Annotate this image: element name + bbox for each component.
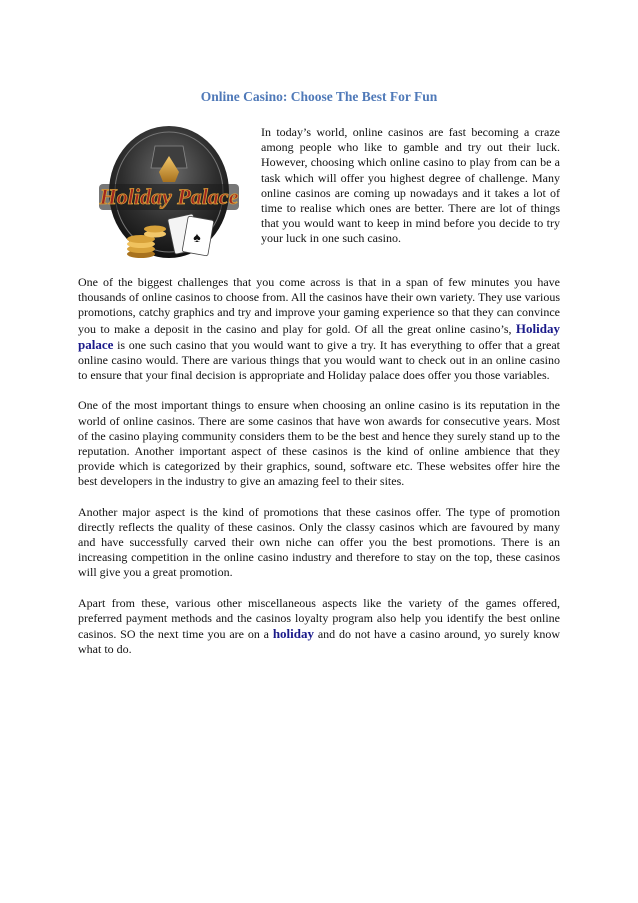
article-body bbox=[78, 275, 560, 672]
svg-text:♠: ♠ bbox=[193, 231, 201, 246]
holiday-palace-logo bbox=[93, 124, 243, 266]
paragraph-2: One of the most important things to ensure when choosing an online casino is its reputation in the world of online casinos. There are some casinos that have won awards for consecutive years. Most of the casino playing community considers them to be the best and hence they surely stand up to the reputation. Another important aspect of these casinos is the kind of online ambience that they provide which is categorized by their graphics, sound, software etc. These websites offer hire the best developers in the industry to give an amazing feel to their sites. bbox=[78, 398, 560, 489]
paragraph-4: Apart from these, various other miscellaneous aspects like the variety of the games offered, preferred payment methods and the casinos loyalty program also help you identify the best online casinos. SO the next time you are on a holiday and do not have a casino around, yo surely know what to do. bbox=[78, 595, 560, 657]
paragraph-1: One of the biggest challenges that you come across is that in a span of few minutes you have thousands of online casinos to choose from. All the casinos have their own variety. They use various promotions, catchy graphics and try and improve your gaming experience so that they can convince you to make a deposit in the casino and play for gold. Of all the great online casino’s, Holiday palace is one such casino that you would want to give a try. It has everything to offer that a great online casino would. There are various things that you would want to check out in an online casino to ensure that your final decision is appropriate and Holiday palace does offer you those variables. bbox=[78, 275, 560, 383]
intro-paragraph: In today’s world, online casinos are fast becoming a craze among people who like to gamble and try out their luck. However, choosing which online casino to play from can be a task which will offer you highest degree of challenge. Many online casinos are coming up nowadays and it takes a lot of time to realise which ones are better. There are lot of things that you would want to keep in mind before you decide to try your luck in one such casino. bbox=[261, 125, 560, 246]
paragraph-3: Another major aspect is the kind of promotions that these casinos offer. The type of promotion directly reflects the quality of these casinos. Only the classy casinos which are favoured by many and have successfully carved their own niche can offer you the best promotions. There is an increasing competition in the online casino industry and therefore to stay on the top, these casinos will give you a great promotion. bbox=[78, 504, 560, 580]
holiday-link[interactable]: holiday bbox=[272, 626, 315, 642]
holiday-palace-link[interactable]: Holiday palace bbox=[78, 320, 560, 352]
svg-text:Holiday Palace: Holiday Palace bbox=[99, 184, 239, 209]
page-title: Online Casino: Choose The Best For Fun bbox=[200, 89, 438, 104]
